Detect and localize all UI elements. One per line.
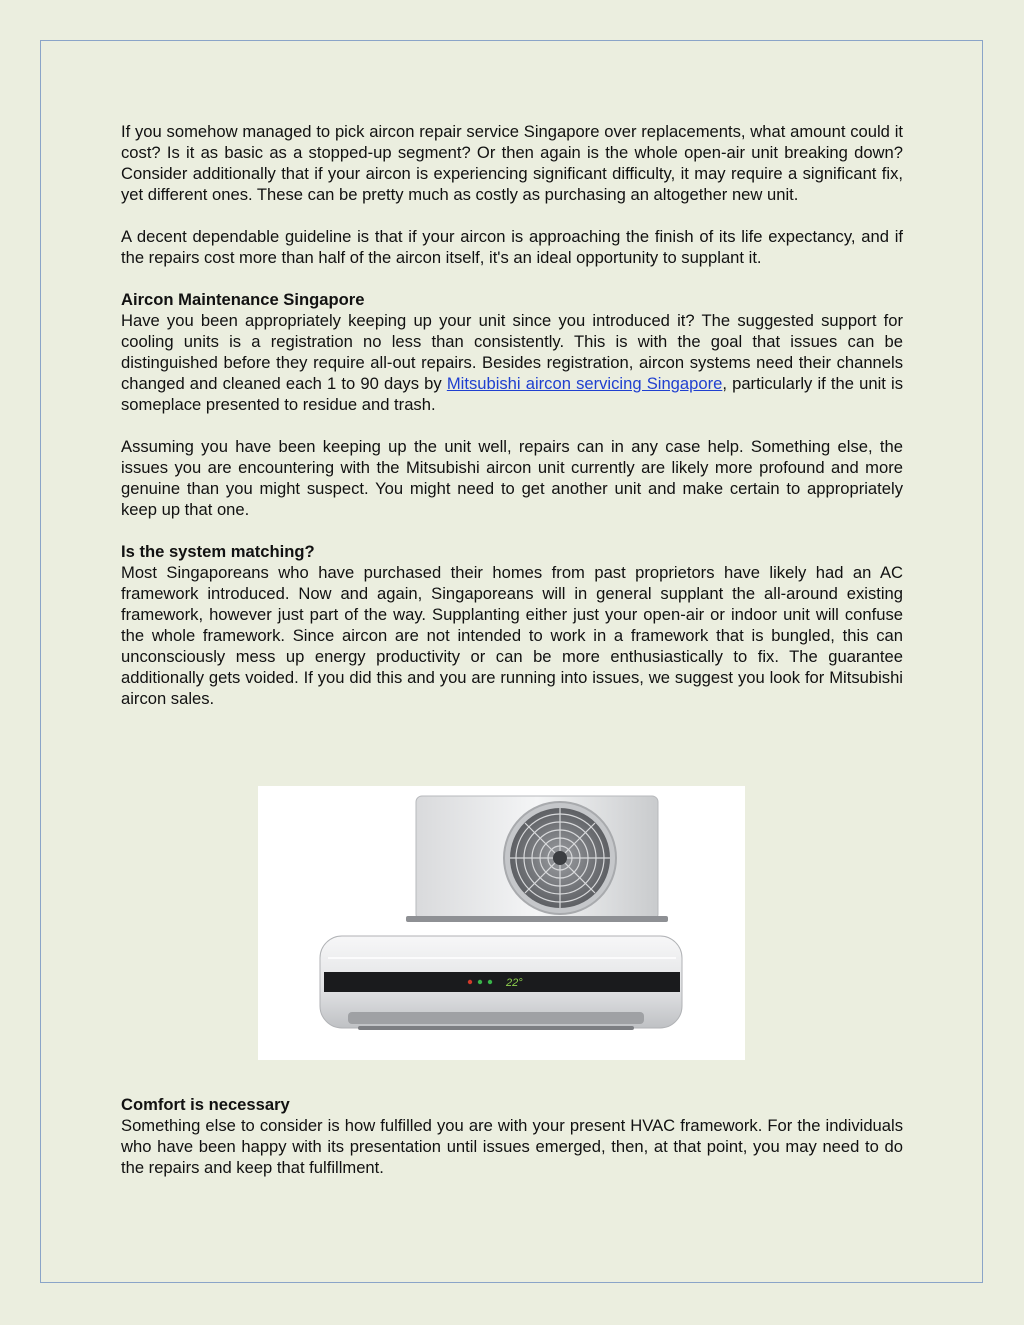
outdoor-unit bbox=[406, 796, 668, 922]
comfort-section bbox=[121, 1094, 903, 1199]
comfort-paragraph: Something else to consider is how fulfilled you are with your present HVAC framework. For the individuals who have been happy with its presentation until issues emerged, then, at that point, you may need to do the repairs and keep that fulfillment. bbox=[121, 1116, 903, 1177]
matching-paragraph: Most Singaporeans who have purchased their homes from past proprietors have likely had an AC framework introduced. Now and again, Singaporeans will in general supplant the all-around existing framework, however just part of the way. Supplanting either just your open-air or indoor unit will confuse the whole framework. Since aircon are not intended to work in a framework that is bungled, this can unconsciously mess up energy productivity or can be more enthusiastically to fix. The guarantee additionally gets voided. If you did this and you are running into issues, we suggest you look for Mitsubishi aircon sales. bbox=[121, 563, 903, 708]
maintenance-text-after-link: , particularly if the unit is someplace presented to residue and trash. bbox=[121, 374, 903, 414]
aircon-units-image bbox=[258, 786, 745, 1060]
matching-heading: Is the system matching? bbox=[121, 542, 315, 561]
aircon-illustration bbox=[258, 786, 745, 1060]
maintenance-heading: Aircon Maintenance Singapore bbox=[121, 290, 365, 309]
comfort-heading: Comfort is necessary bbox=[121, 1095, 290, 1114]
indoor-unit bbox=[320, 936, 682, 1030]
maintenance-section bbox=[121, 289, 903, 415]
article-body bbox=[121, 121, 903, 730]
matching-section bbox=[121, 541, 903, 709]
temperature-readout: 22° bbox=[506, 977, 523, 989]
mitsubishi-servicing-link[interactable]: Mitsubishi aircon servicing Singapore bbox=[446, 374, 723, 393]
guideline-paragraph: A decent dependable guideline is that if your aircon is approaching the finish of its life expectancy, and if the repairs cost more than half of the aircon itself, it's an ideal opportunity to supplant it. bbox=[121, 227, 903, 267]
maintenance-text-before-link: Have you been appropriately keeping up your unit since you introduced it? The suggested support for cooling units is a registration no less than consistently. This is with the goal that issues can be distinguished before they require all-out repairs. Besides registration, aircon systems need their channels changed and cleaned each 1 to 90 days by bbox=[121, 311, 903, 393]
assuming-paragraph: Assuming you have been keeping up the unit well, repairs can in any case help. Something else, the issues you are encountering with the Mitsubishi aircon unit currently are likely more profound and more genuine than you might suspect. You might need to get another unit and make certain to appropriately keep up that one. bbox=[121, 437, 903, 519]
maintenance-paragraph bbox=[121, 310, 903, 415]
intro-paragraph: If you somehow managed to pick aircon repair service Singapore over replacements, what amount could it cost? Is it as basic as a stopped-up segment? Or then again is the whole open-air unit breaking down? Consider additionally that if your aircon is experiencing significant difficulty, it may require a significant fix, yet different ones. These can be pretty much as costly as purchasing an altogether new unit. bbox=[121, 122, 903, 204]
